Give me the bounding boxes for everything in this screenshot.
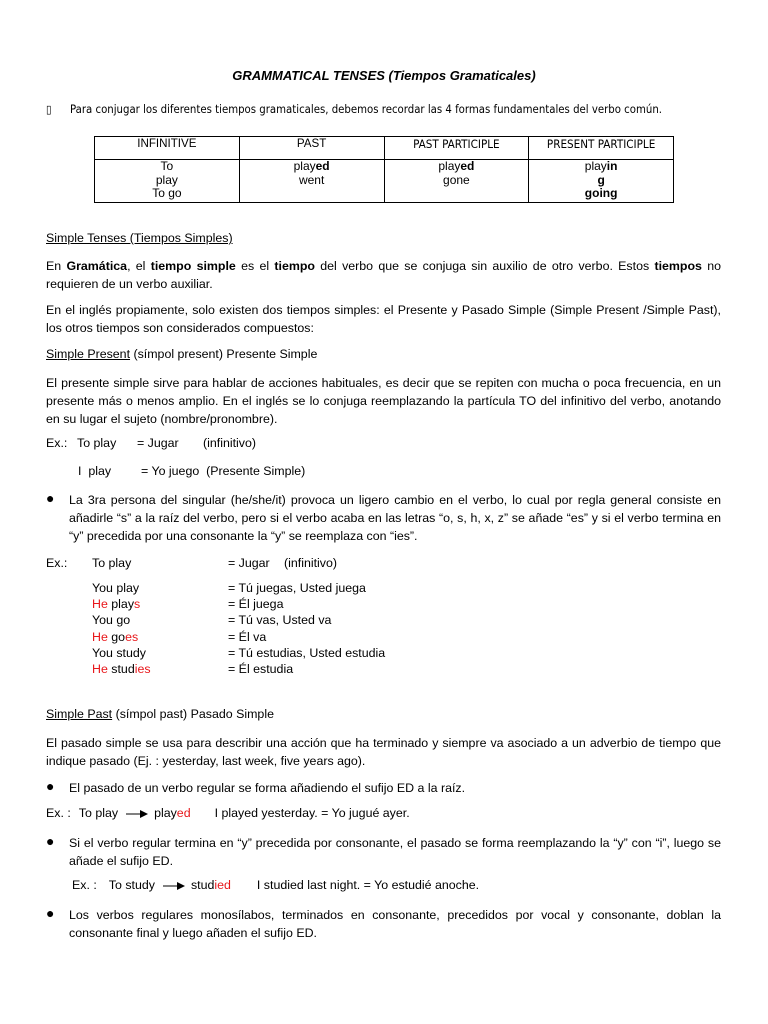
simple-tenses-paragraph-2: En el inglés propiamente, solo existen dos tiempos simples: el Presente y Pasado Simple (Simple Present /Simple Past), los otros tiempos son considerados compuestos: [46, 303, 721, 335]
verb-stem: play [107, 597, 135, 612]
simple-past-paragraph: El pasado simple se usa para describir una acción que ha terminado y siempre va asociado a un adverbio de tiempo que indique pasado (Ej. : yesterday, last week, five years ago). [46, 736, 721, 768]
prp-suffix: in [606, 159, 618, 173]
prp-regular [531, 160, 671, 174]
infinitive-line-3: To go [152, 186, 182, 200]
past-regular [242, 160, 382, 174]
prp-irreg-stem: go [584, 186, 600, 200]
conjugation-translation: = Tú vas, Usted va [228, 613, 332, 628]
conjugation-subject [92, 613, 130, 627]
conjugation-head-note: (infinitivo) [284, 556, 338, 570]
conjugation-subject [92, 581, 139, 595]
past-example-2-label: Ex. : [72, 878, 97, 892]
infinitive-line-1: To [160, 159, 174, 173]
prp-wrap [531, 174, 671, 188]
intro-text: Para conjugar los diferentes tiempos gramaticales, debemos recordar las 4 formas fundamentales del verbo común. [70, 103, 662, 116]
verb-suffix: s [134, 597, 141, 612]
intro-glyph: ▯ [46, 103, 52, 116]
past-rule-3: Los verbos regulares monosílabos, terminados en consonante, precedidos por vocal y consonante, doblan la consonante final y luego añaden el sufijo ED. [69, 908, 721, 940]
prp-wrap-letter: g [597, 172, 605, 187]
past-stem: play [293, 159, 316, 173]
third-person-bullet: La 3ra persona del singular (he/she/it) provoca un ligero cambio en el verbo, lo cual por regla general consiste en añadirle “s” a la raíz del verbo, pero si el verbo acaba en las letras “o, s, h, x, z” se añade “es” y si el verbo termina en “y” precedida por una consonante la “y” se reemplaza con “ies”. [69, 493, 721, 543]
past-example-2 [72, 878, 479, 892]
verb-forms-table [94, 136, 674, 203]
bullet-dot: ● [46, 905, 55, 921]
arrow-right-icon [163, 881, 185, 891]
present-example-eq: = Jugar [137, 436, 179, 450]
conjugation-translation: = Él estudia [228, 662, 294, 676]
verb-stem: stud [107, 662, 135, 676]
conjugation-translation: = Tú juegas, Usted juega [228, 581, 366, 595]
past-example-1-sentence: I played yesterday. = Yo jugué ayer. [214, 806, 410, 820]
bullet-dot: ● [46, 778, 55, 794]
table-row [95, 160, 674, 203]
past-example-1-word: To play [78, 806, 119, 820]
simple-present-paragraph: El presente simple sirve para hablar de acciones habituales, es decir que se repiten con mucha o poca frecuencia, en un presente más o menos amplio. En el inglés se lo conjuga reemplazando la partícula TO del infinitivo del verbo, anotando en su lugar el sujeto (nombre/pronombre). [46, 376, 721, 426]
pp-suffix: ed [460, 159, 475, 173]
conjugation-translation: = Él juega [228, 597, 284, 612]
bullet-dot: ● [46, 833, 55, 849]
pp-stem: play [438, 159, 461, 173]
conjugation-translation: = Él va [228, 629, 267, 644]
cell-past [239, 160, 384, 203]
pp-regular [387, 160, 527, 174]
bullet-dot: ● [46, 490, 55, 506]
past-example-1-suffix: ed [176, 806, 191, 820]
header-past: PAST [239, 137, 384, 160]
header-past-participle: PAST PARTICIPLE [384, 137, 529, 160]
subject-pronoun: He [92, 629, 108, 644]
subject-pronoun: He [92, 597, 108, 612]
pp-irregular: gone [443, 172, 470, 187]
prp-irreg-suffix: ing [599, 186, 618, 200]
present-example-label: Ex.: [46, 436, 68, 450]
conjugation-subject [92, 597, 140, 611]
past-example-2-word: To study [108, 878, 155, 892]
past-example-1 [46, 806, 410, 820]
past-irregular: went [298, 172, 325, 187]
past-example-2-stem: stud [190, 878, 215, 892]
conjugation-translation: = Tú estudias, Usted estudia [228, 645, 386, 660]
present-example-note: (infinitivo) [203, 436, 257, 450]
past-example-1-label: Ex. : [46, 806, 71, 820]
past-example-2-suffix: ied [214, 878, 231, 892]
header-present-participle: PRESENT PARTICIPLE [529, 137, 674, 160]
verb-stem: You study [92, 645, 146, 660]
simple-present-heading: Simple Present (símpol present) Presente Simple [46, 347, 318, 361]
verb-stem: go [107, 629, 126, 644]
cell-past-participle [384, 160, 529, 203]
arrow-right-icon [126, 809, 148, 819]
verb-stem: You play [92, 581, 140, 595]
simple-tenses-paragraph-1: En Gramática, el tiempo simple es el tiempo del verbo que se conjuga sin auxilio de otro verbo. Estos tiempos no requieren de un verbo auxiliar. [46, 259, 722, 291]
simple-past-heading: Simple Past (símpol past) Pasado Simple [46, 707, 274, 721]
past-rule-1: El pasado de un verbo regular se forma añadiendo el sufijo ED a la raíz. [69, 781, 466, 795]
conjugation-subject [92, 630, 138, 644]
past-example-1-stem: play [154, 806, 177, 820]
subject-pronoun: He [92, 662, 108, 676]
simple-tenses-heading: Simple Tenses (Tiempos Simples) [46, 231, 233, 245]
present-example-word: To play [77, 436, 117, 450]
prp-stem: play [584, 159, 607, 173]
table-header-row [95, 137, 674, 160]
header-infinitive: INFINITIVE [95, 137, 240, 160]
past-rule-2: Si el verbo regular termina en “y” precedida por consonante, el pasado se forma reemplazando la “y” con “i”, luego se añade el sufijo ED. [69, 836, 721, 868]
cell-infinitive [95, 160, 240, 203]
prp-irregular [531, 187, 671, 201]
conjugation-subject [92, 646, 146, 660]
present-example2-word: I play [78, 464, 112, 478]
conjugation-label: Ex.: [46, 556, 68, 570]
present-example2-eq: = Yo juego (Presente Simple) [141, 464, 306, 478]
conjugation-head-word: To play [92, 556, 132, 570]
infinitive-line-2: play [155, 172, 178, 187]
verb-suffix: es [125, 629, 139, 644]
cell-present-participle [529, 160, 674, 203]
conjugation-head-eq: = Jugar [228, 556, 270, 570]
conjugation-subject [92, 662, 151, 676]
verb-suffix: ies [134, 662, 151, 676]
past-suffix: ed [315, 159, 330, 173]
verb-stem: You go [92, 613, 131, 628]
past-example-2-sentence: I studied last night. = Yo estudié anoche. [256, 878, 480, 892]
document-title: GRAMMATICAL TENSES (Tiempos Gramaticales) [232, 68, 536, 83]
